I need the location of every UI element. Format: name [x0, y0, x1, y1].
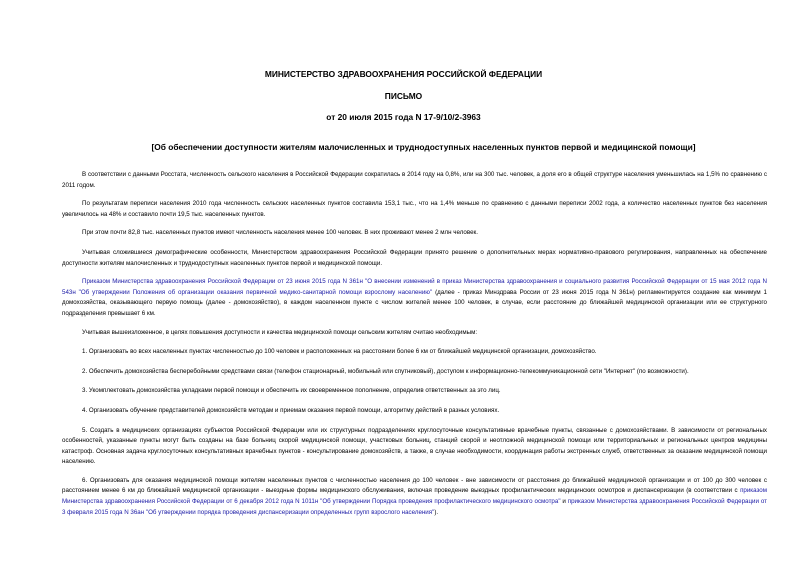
list-item-2: 2. Обеспечить домохозяйства бесперебойными средствами связи (телефон стационарный, мобильный или спутниковый), доступом к информационно-телекоммуникационной сети "Интернет" (по возможности). [82, 367, 689, 375]
ministry-heading: МИНИСТЕРСТВО ЗДРАВООХРАНЕНИЯ РОССИЙСКОЙ ФЕДЕРАЦИИ [264, 69, 543, 79]
list-item-5: 5. Создать в медицинских организациях субъектов Российской Федерации или их структурных подразделениях круглосуточные консультативные врачебные пункты, связанные с домохозяйствами. В зависимости от региональных особенностей, указанные пункты могут быть созданы на базе больниц скорой медицинской помощи, участковых больниц, станций скорой и неотложной медицинской помощи или территориальных и региональных центров медицины катастроф. Основная задача круглосуточных консультативных врачебных пунктов - консультирование домохозяйств, а также, в случае необходимости, координация работы экстренных служб, ответственных за оказание медицинской помощи населению. [62, 426, 767, 466]
paragraph-order-361n [62, 277, 767, 319]
document-body [62, 170, 767, 526]
order-361n-link[interactable]: Приказом Министерства здравоохранения Российской Федерации от 23 июня 2015 года N 361н "О внесении изменений в приказ Министерства здравоохранения и социального развития Российской Федерации от 15 мая 2012 года N 543н "Об утверждении Положения об организации оказания первичной медико-санитарной помощи взрослому населению" [62, 278, 767, 296]
document-type: ПИСЬМО [384, 91, 423, 101]
list-item-6-text-b: и [560, 498, 568, 506]
list-item-6-text-a: 6. Организовать для оказания медицинской помощи жителям населенных пунктов с численностью населения до 100 человек - вне зависимости от расстояния до ближайшей медицинской организации и от 100 до 300 человек с расстоянием менее 6 км до ближайшей медицинской организации - выездные формы медицинского обслуживания, включая проведение выездных профилактических медицинских осмотров и диспансеризации (в соответствии с [62, 476, 767, 495]
list-item-3: 3. Укомплектовать домохозяйства укладками первой помощи и обеспечить их своевременное пополнение, определив ответственных за это лиц. [82, 387, 501, 395]
order-1011n-link[interactable]: приказом Министерства здравоохранения Российской Федерации от 6 декабря 2012 года N 1011н "Об утверждении Порядка проведения профилактического медицинского осмотра" [62, 487, 767, 506]
paragraph-rural-population: В соответствии с данными Росстата, численность сельского населения в Российской Федерации сократилась в 2014 году на 0,8%, или на 300 тыс. человек, а доля его в общей структуре населения уменьшилась на 1,5% по сравнению с 2011 годом. [62, 171, 767, 189]
paragraph-decision: Учитывая сложившиеся демографические особенности, Министерством здравоохранения Российской Федерации принято решение о дополнительных мерах нормативно-правового регулирования, направленных на обеспечение доступности жителям малочисленных и труднодоступных населенных пунктов первой и медицинской помощи. [62, 248, 767, 267]
document-date-number: от 20 июля 2015 года N 17-9/10/2-3963 [326, 112, 481, 122]
order-36an-link[interactable]: приказом Министерства здравоохранения Российской Федерации от 3 февраля 2015 года N 36ан "Об утверждении порядка проведения диспансеризации определенных групп взрослого населения" [62, 498, 767, 516]
list-item-6-text-c: ). [434, 508, 439, 516]
list-item-4: 4. Организовать обучение представителей домохозяйств методам и приемам оказания первой помощи, алгоритму действий в разных условиях. [82, 406, 500, 414]
paragraph-considering: Учитывая вышеизложенное, в целях повышения доступности и качества медицинской помощи сельским жителям считаю необходимым: [82, 328, 478, 336]
document-title: [Об обеспечении доступности жителям малочисленных и труднодоступных населенных пунктов первой и медицинской помощи] [151, 142, 696, 152]
paragraph-census: По результатам переписи населения 2010 года численность сельских населенных пунктов составила 153,1 тыс., что на 1,4% меньше по сравнению с данными переписи 2002 года, а количество населенных пунктов без населения увеличилось на 48% и составило почти 19,5 тыс. населенных пунктов. [62, 200, 767, 218]
list-item-1: 1. Организовать во всех населенных пунктах численностью до 100 человек и расположенных на расстоянии более 6 км от ближайшей медицинской организации, домохозяйство. [82, 348, 597, 356]
order-361n-text: (далее - приказ Минздрава России от 23 июня 2015 года N 361н) регламентируется создание как минимум 1 домохозяйства, оказывающего первую помощь (далее - домохозяйство), в каждом населенном пункте с числом жителей менее 100 человек, в случае, если расстояние до ближайшей медицинской организации или ее структурного подразделения превышает 6 км. [62, 288, 767, 317]
paragraph-small-settlements: При этом почти 82,8 тыс. населенных пунктов имеют численность населения менее 100 человек. В них проживают менее 2 млн человек. [82, 229, 478, 237]
list-item-6 [62, 476, 767, 518]
